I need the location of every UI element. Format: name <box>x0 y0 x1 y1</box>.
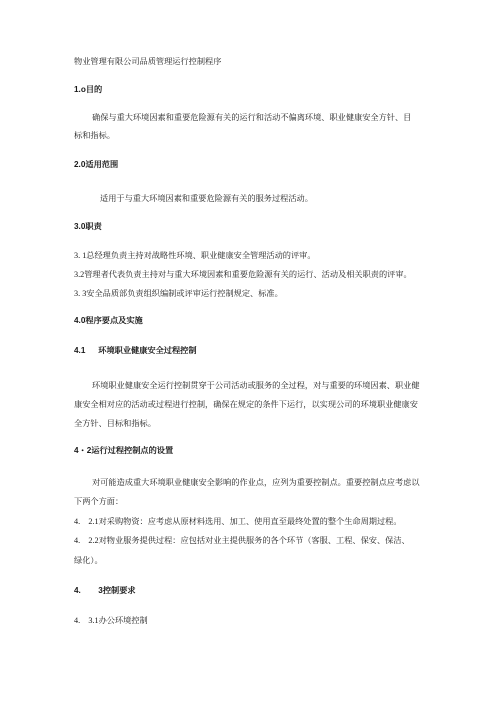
section-4-2-item-1: 4. 2.1对采购物资：应考虑从原材料选用、加工、使用直至最终处置的整个生命周期过程。 <box>74 517 402 526</box>
section-4-1-title: 环境职业健康安全过程控制 <box>98 346 197 355</box>
section-3-heading: 3.0职责 <box>74 222 102 231</box>
section-4-1-body-line-1: 环境职业健康安全运行控制贯穿于公司活动或服务的全过程，对与重要的环境因素、职业健 <box>92 381 420 390</box>
section-4-3-heading <box>74 585 434 597</box>
section-4-1-body-line-3: 全方针、目标和指标。 <box>74 419 156 428</box>
section-4-3-number: 4. <box>74 586 81 595</box>
section-4-1-body-line-2: 康安全相对应的活动或过程进行控制，确保在规定的条件下运行，以实现公司的环境职业健康安 <box>74 400 418 409</box>
section-4-2-item-3: 绿化）。 <box>74 556 103 565</box>
section-4-2-body-line-2: 下两个方面： <box>74 497 124 506</box>
section-4-2-heading: 4・2运行过程控制点的设置 <box>74 446 174 455</box>
section-4-1-number: 4.1 <box>74 346 86 355</box>
section-2-body: 适用于与重大环境因素和重要危险源有关的服务过程活动。 <box>100 194 313 203</box>
section-2-heading: 2.0适用范围 <box>74 160 119 169</box>
section-1-heading: 1.o目的 <box>74 85 103 94</box>
section-4-heading: 4.0程序要点及实施 <box>74 316 143 325</box>
section-4-3-title: 3控制要求 <box>98 586 136 595</box>
section-4-3-1-heading: 4. 3.1办公环境控制 <box>74 616 148 625</box>
section-3-item-2: 3.2管理者代表负责主持对与重大环境因素和重要危险源有关的运行、活动及相关职责的评审。 <box>74 270 412 279</box>
section-4-2-body-line-1: 对可能造成重大环境职业健康安全影响的作业点，应列为重要控制点。重要控制点应考虑以 <box>92 478 420 487</box>
section-3-item-3: 3. 3安全品质部负责组织编制或评审运行控制规定、标准。 <box>74 289 283 298</box>
section-4-2-item-2: 4. 2.2对物业服务提供过程：应包括对业主提供服务的各个环节（客服、工程、保安、保洁、 <box>74 536 410 545</box>
document-title: 物业管理有限公司品质管理运行控制程序 <box>74 57 222 66</box>
section-1-body-line-1: 确保与重大环境因素和重要危险源有关的运行和活动不偏离环境、职业健康安全方针、目 <box>92 113 412 122</box>
section-4-1-heading <box>74 345 434 357</box>
section-3-item-1: 3. 1总经理负责主持对战略性环境、职业健康安全管理活动的评审。 <box>74 251 316 260</box>
section-1-body-line-2: 标和指标。 <box>74 131 115 140</box>
